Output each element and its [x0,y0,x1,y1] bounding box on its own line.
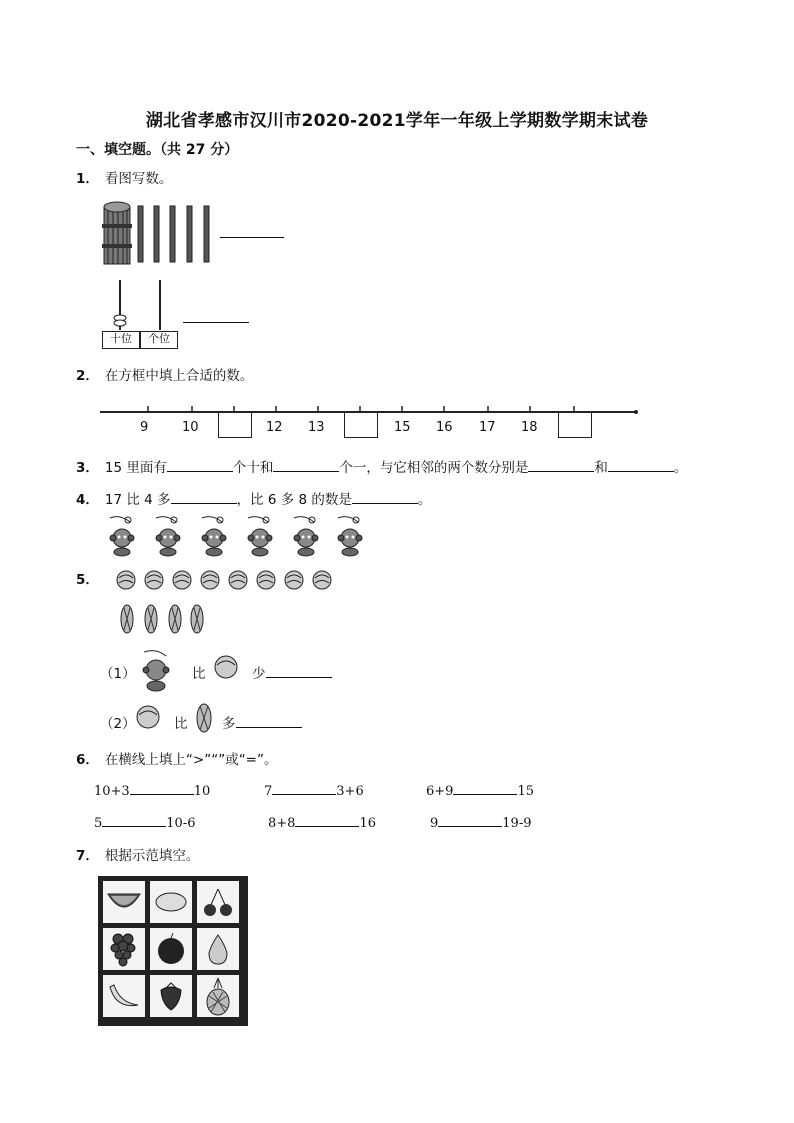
question-text: 。 [673,460,688,476]
comparison-item [426,780,534,799]
grid-cell [195,926,241,972]
tick-label: 10 [182,420,199,435]
comparison-item [268,812,376,831]
corn-icon [194,702,214,734]
question-text: 根据示范填空。 [104,848,200,864]
question-text [252,662,332,682]
peach-icon [285,571,303,589]
question-text: 在横线上填上“>”“”或“=”。 [104,752,278,768]
peach-icon [173,571,191,589]
answer-line[interactable] [220,237,284,238]
expression-right: 16 [359,816,376,831]
question-1 [76,167,172,187]
tick-label: 9 [140,420,149,435]
answer-blank[interactable] [236,713,302,728]
grid-cell [148,879,194,925]
monkey-icon [202,517,226,556]
expression-right: 15 [517,784,534,799]
comparison-item [264,780,364,799]
question-text: 15 里面有 [104,460,167,476]
tick-label: 12 [266,420,283,435]
question-text [222,712,302,732]
question-text: 17 比 4 多 [104,492,171,508]
peach-icon [212,654,242,680]
grid-cell [195,879,241,925]
peach-icon [117,571,135,589]
answer-blank[interactable] [608,457,674,472]
grid-cell [195,973,241,1019]
monkey-icon [136,648,180,694]
question-text: 和 [594,460,608,476]
question-text: 少 [252,666,266,682]
question-6 [76,748,278,768]
sub-question-label: （2） [100,716,136,732]
grape-icon [109,930,139,968]
expression-right: 3+6 [336,784,364,799]
tick-label: 16 [436,420,453,435]
tick-label: 13 [308,420,325,435]
monkey-icon [248,517,272,556]
ones-place-box: 个位 [140,331,178,349]
grid-cell [148,973,194,1019]
answer-blank[interactable] [295,812,359,827]
sub-question-label: （1） [100,666,136,682]
section-heading: 一、填空题。（共 27 分） [76,142,239,158]
single-sticks-icon [138,206,209,262]
expression-left: 9 [430,816,439,831]
answer-blank[interactable] [171,489,237,504]
question-text: 看图写数。 [104,171,173,187]
question-number: 1． [76,171,99,187]
answer-blank[interactable] [102,812,166,827]
watermelon-icon [106,890,142,914]
grid-cell [148,926,194,972]
number-line-blank-box[interactable] [344,412,378,438]
question-number: 7． [76,848,99,864]
pineapple-icon [203,976,233,1016]
question-text: ，比 6 多 8 的数是 [236,492,352,508]
monkey-icon [156,517,180,556]
monkey-icon [110,517,134,556]
abacus-bead-icon [114,315,126,326]
banana-icon [106,981,142,1011]
monkey-icon [338,517,362,556]
question-7 [76,844,199,864]
grid-cell [101,926,147,972]
abacus-illustration [102,278,180,332]
number-line-blank-box[interactable] [558,412,592,438]
compare-word: 比 [192,666,206,682]
expression-left: 10+3 [94,784,130,799]
question-number: 4． [76,492,99,508]
expression-left: 5 [94,816,103,831]
corn-icon [169,605,181,633]
question-number: 2． [76,368,99,384]
peach-icon [257,571,275,589]
expression-right: 19-9 [502,816,532,831]
grid-cell [101,879,147,925]
tens-place-box: 十位 [102,331,140,349]
peach-icon [229,571,247,589]
sticks-illustration [100,200,220,270]
question-2 [76,364,253,384]
expression-left: 7 [264,784,273,799]
question-3 [76,456,687,476]
peach-icon [134,704,164,730]
answer-blank[interactable] [453,780,517,795]
expression-right: 10-6 [166,816,196,831]
question-text: 。 [417,492,432,508]
question-number: 5． [76,572,99,588]
answer-blank[interactable] [266,663,332,678]
grid-cell [101,973,147,1019]
comparison-item [430,812,532,831]
stick-bundle-icon [102,202,132,264]
peach-icon [313,571,331,589]
monkey-icon [294,517,318,556]
question-4 [76,488,431,508]
answer-blank[interactable] [438,812,502,827]
strawberry-icon [156,980,186,1012]
question-text: 个一，与它相邻的两个数分别是 [339,460,529,476]
expression-left: 8+8 [268,816,296,831]
answer-blank[interactable] [352,489,418,504]
expression-left: 6+9 [426,784,454,799]
corn-icon [191,605,203,633]
answer-blank[interactable] [528,457,594,472]
expression-right: 10 [193,784,211,799]
answer-line[interactable] [183,322,249,323]
compare-word: 比 [174,716,188,732]
question-text: 个十和 [232,460,274,476]
pear-icon [201,931,235,967]
peach-icon [201,571,219,589]
comparison-item [94,780,210,799]
corn-icon [145,605,157,633]
tick-label: 17 [479,420,496,435]
tick-label: 18 [521,420,538,435]
lemon-icon [153,890,189,914]
apple-icon [154,931,188,967]
corn-icon [121,605,133,633]
answer-blank[interactable] [272,780,336,795]
fruit-grid [98,876,248,1026]
page-title: 湖北省孝感市汉川市2020-2021学年一年级上学期数学期末试卷 [145,111,649,131]
number-line-blank-box[interactable] [218,412,252,438]
question-number: 6． [76,752,99,768]
peach-icon [145,571,163,589]
counting-illustration [100,516,370,642]
cherry-icon [201,885,235,919]
question-text: 在方框中填上合适的数。 [104,368,254,384]
tick-label: 15 [394,420,411,435]
question-number: 3． [76,460,99,476]
answer-blank[interactable] [130,780,194,795]
answer-blank[interactable] [167,457,233,472]
answer-blank[interactable] [273,457,339,472]
question-text: 多 [222,716,236,732]
comparison-item [94,812,196,831]
